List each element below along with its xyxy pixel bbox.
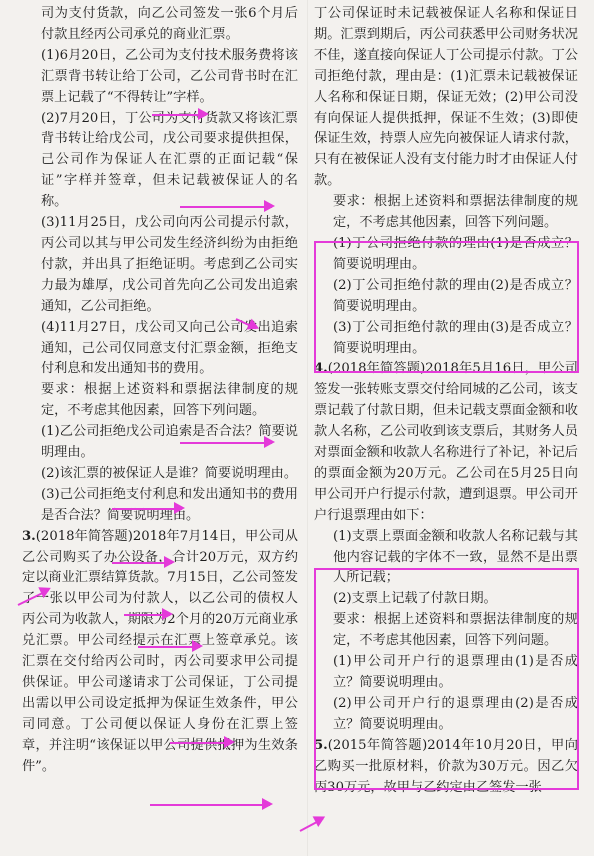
question: (1)乙公司拒绝戊公司追索是否合法？简要说明理由。 (41, 424, 298, 461)
paragraph: 丁公司保证时未记载被保证人名称和保证日期。汇票到期后，丙公司获悉甲公司财务状况不佳，遂直接向保证人丁公司提示付款。丁公司拒绝付款，理由是：(1)汇票未记载被保证人名称和保证日期，保证无效；(2)甲公司没有向保证人提供抵押，保证不生效；(3)即使保证生效，持票人应先向被保证人请求付款，只有在被保证人没有支付能力时才由保证人付款。 (314, 6, 578, 189)
highlight-box (314, 568, 579, 790)
problem-text: (2015年简答题)2014年10月20日，甲向乙购买一批原材料，价款为30万元。因乙欠丙30万元，故甲与乙约定由乙签发一张 (314, 737, 578, 795)
annotation-arrow-icon (152, 114, 206, 116)
column-gutter (307, 0, 308, 856)
problem-text: (2018年简答题)2018年7月14日，甲公司从乙公司购买了办公设备，合计20万元，双方约定以商业汇票结算货款。7月15日，乙公司签发了一张以甲公司为付款人，以乙公司的债权人丙公司为收款人，期限为2个月的20万元商业承兑汇票。甲公司经提示在汇票上签章承兑。该汇票在交付给丙公司时，丙公司要求甲公司提供保证。甲公司遂请求丁公司保证，丁公司提出需以甲公司设定抵押为保证生效条件，甲公司同意。丁公司便以保证人身份在汇票上签章，并注明“该保证以甲公司提供抵押为生效条件”。 (22, 528, 298, 774)
problem-text: (2018年简答题)2018年5月16日，甲公司签发一张转账支票交付给同城的乙公司，该支票记载了付款日期，但未记载支票面金额和收款人名称，乙公司收到该支票后，其财务人员对票面金额和收款人名称进行了补记，补记后的票面金额为20万元。乙公司在5月25日向甲公司开户行提示付款，遭到退票。甲公司开户行退票理由如下： (314, 361, 578, 523)
problem-4 (314, 359, 578, 526)
question: (1)甲公司开户行的退票理由(1)是否成立？简要说明理由。 (333, 654, 578, 690)
annotation-arrow-icon (124, 614, 170, 616)
annotation-arrow-icon (138, 646, 200, 648)
problem-number: 4. (314, 361, 328, 377)
annotation-arrow-icon (112, 508, 182, 510)
paragraph: (2)支票上记载了付款日期。 (333, 591, 497, 607)
requirement: 要求：根据上述资料和票据法律制度的规定，不考虑其他因素，回答下列问题。 (333, 194, 578, 231)
requirement: 要求：根据上述资料和票据法律制度的规定，不考虑其他因素，回答下列问题。 (41, 382, 298, 419)
problem-number: 5. (314, 737, 328, 753)
paragraph: (4)11月27日，戊公司又向己公司发出追索通知，己公司仅同意支付汇票金额，拒绝支付利息和发出通知书的费用。 (41, 319, 298, 377)
annotation-arrow-icon (180, 442, 272, 444)
question: (3)丁公司拒绝付款的理由(3)是否成立？简要说明理由。 (333, 319, 578, 356)
annotation-arrow-icon (170, 742, 232, 744)
annotation-arrow-icon (150, 804, 270, 806)
question: (2)丁公司拒绝付款的理由(2)是否成立？简要说明理由。 (333, 277, 578, 314)
left-column (22, 4, 298, 778)
highlight-box (314, 241, 579, 373)
question: (1)丁公司拒绝付款的理由(1)是否成立？简要说明理由。 (333, 235, 578, 272)
annotation-arrow-icon (112, 562, 172, 564)
problem-3 (22, 527, 298, 778)
question: (2)该汇票的被保证人是谁？简要说明理由。 (41, 465, 298, 481)
question: (3)己公司拒绝支付利息和发出通知书的费用是否合法？简要说明理由。 (41, 486, 298, 523)
annotation-arrow-icon (180, 206, 272, 208)
paragraph: (3)11月25日，戊公司向丙公司提示付款，丙公司以其与甲公司发生经济纠纷为由拒绝付款，并出具了拒绝证明。考虑到乙公司实力最为雄厚，戊公司首先向乙公司发出追索通知，乙公司拒绝。 (41, 215, 298, 314)
question: (2)甲公司开户行的退票理由(2)是否成立？简要说明理由。 (333, 695, 578, 732)
paragraph: (1)6月20日，乙公司为支付技术服务费将该汇票背书转让给丁公司，乙公司背书时在汇票上记载了“不得转让”字样。 (41, 47, 298, 105)
paragraph: (2)7月20日，丁公司为支付货款又将该汇票背书转让给戊公司，戊公司要求提供担保，己公司作为保证人在汇票的正面记载“保证”字样并签章，但未记载被保证人的名称。 (41, 110, 298, 210)
problem-number: 3. (22, 528, 36, 544)
paragraph: (1)支票上票面金额和收款人名称记载与其他内容记载的字体不一致，显然不是出票人所记载； (333, 528, 578, 586)
annotation-arrow-icon (300, 818, 324, 832)
paragraph: 司为支付货款，向乙公司签发一张6个月后付款且经丙公司承兑的商业汇票。 (41, 6, 298, 42)
requirement: 要求：根据上述资料和票据法律制度的规定，不考虑其他因素，回答下列问题。 (333, 612, 578, 649)
